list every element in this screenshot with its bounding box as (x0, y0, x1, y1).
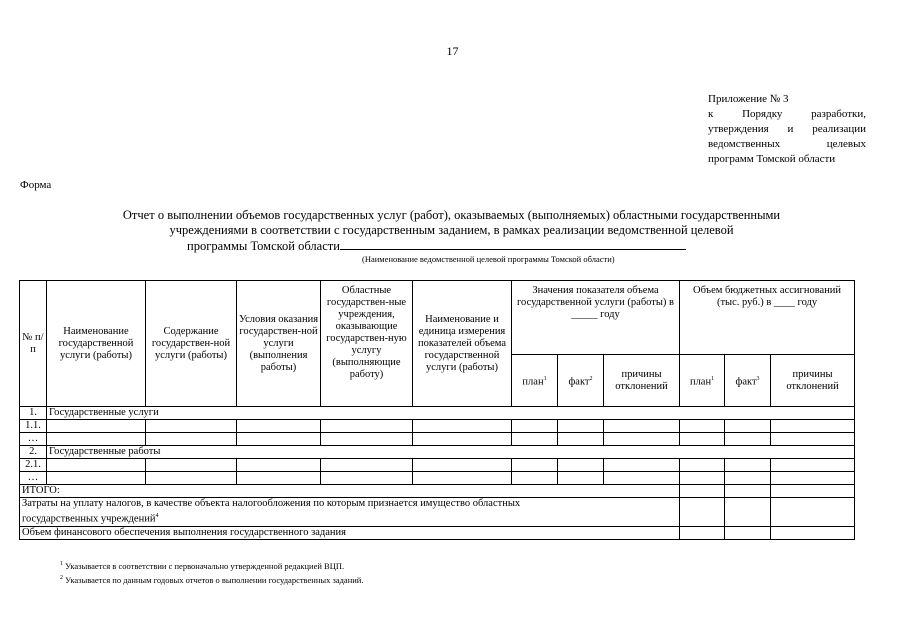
total-row (20, 485, 855, 498)
table-row (20, 472, 855, 485)
footnotes (60, 558, 363, 586)
form-label: Форма (20, 179, 52, 191)
header-values-reasons: причины отклонений (604, 355, 680, 407)
report-title (60, 208, 843, 254)
row-num: 2. (20, 446, 47, 459)
table-row (20, 459, 855, 472)
header-num: № п/п (20, 281, 47, 407)
header-service-content: Содержание государствен-ной услуги (работы) (146, 281, 237, 407)
header-values-plan: план$^1$ (512, 355, 558, 407)
page-number: 17 (446, 44, 459, 58)
program-name-blank-line (340, 238, 686, 250)
table-row (20, 407, 855, 420)
appendix-note (708, 92, 866, 167)
row-num: … (20, 433, 47, 446)
table-row (20, 420, 855, 433)
header-budget-reasons: причины отклонений (771, 355, 855, 407)
header-service-name: Наименование государственной услуги (работы) (47, 281, 146, 407)
row-section-label: Государственные услуги (47, 407, 855, 420)
table-row (20, 433, 855, 446)
header-budget-fact: факт$^3$ (725, 355, 771, 407)
footnote: $^2$ Указывается по данным годовых отчетов о выполнении государственных заданий. (60, 574, 364, 585)
header-values-fact: факт$^2$ (558, 355, 604, 407)
table-row (20, 446, 855, 459)
financing-row (20, 526, 855, 539)
header-budget: Объем бюджетных ассигнований (тыс. руб.) в ____ году (680, 281, 855, 355)
program-name-caption: (Наименование ведомственной целевой программы Томской области) (362, 254, 615, 264)
row-num: 1. (20, 407, 47, 420)
header-institutions: Областные государствен-ные учреждения, оказывающие государствен-ную услугу (выполняющие работу) (321, 281, 413, 407)
row-num: 2.1. (20, 459, 47, 472)
row-num: … (20, 472, 47, 485)
appendix-line: ведомственных целевых (708, 138, 866, 150)
appendix-line: Приложение № 3 (708, 93, 789, 105)
header-indicator-values: Значения показателя объема государственной услуги (работы) в _____ году (512, 281, 680, 355)
header-indicator: Наименование и единица измерения показателей объема государственной услуги (работы) (413, 281, 512, 407)
title-line-2: учреждениями в соответствии с государственным заданием, в рамках реализации ведомственной целевой (169, 223, 734, 237)
title-line-1: Отчет о выполнении объемов государственных услуг (работ), оказываемых (выполняемых) областными государственными (122, 208, 781, 222)
tax-label: Затраты на уплату налогов, в качестве объекта налогообложения по которым признается имущество областных государственных учреждений$^4$ (20, 498, 680, 527)
header-budget-plan: план$^1$ (680, 355, 725, 407)
title-line-3 (60, 238, 843, 254)
row-section-label: Государственные работы (47, 446, 855, 459)
footnote: $^1$ Указывается в соответствии с первоначально утвержденной редакцией ВЦП. (60, 560, 345, 571)
total-label: ИТОГО: (20, 485, 680, 498)
row-num: 1.1. (20, 420, 47, 433)
title-program-label: программы Томской области (187, 239, 340, 253)
tax-row (20, 498, 855, 527)
financing-label: Объем финансового обеспечения выполнения государственного задания (20, 526, 680, 539)
report-table (19, 280, 855, 540)
appendix-line: к Порядку разработки, (708, 108, 866, 120)
appendix-line: утверждения и реализации (708, 123, 866, 135)
header-conditions: Условия оказания государствен-ной услуги (выполнения работы) (237, 281, 321, 407)
appendix-line: программ Томской области (708, 153, 836, 165)
